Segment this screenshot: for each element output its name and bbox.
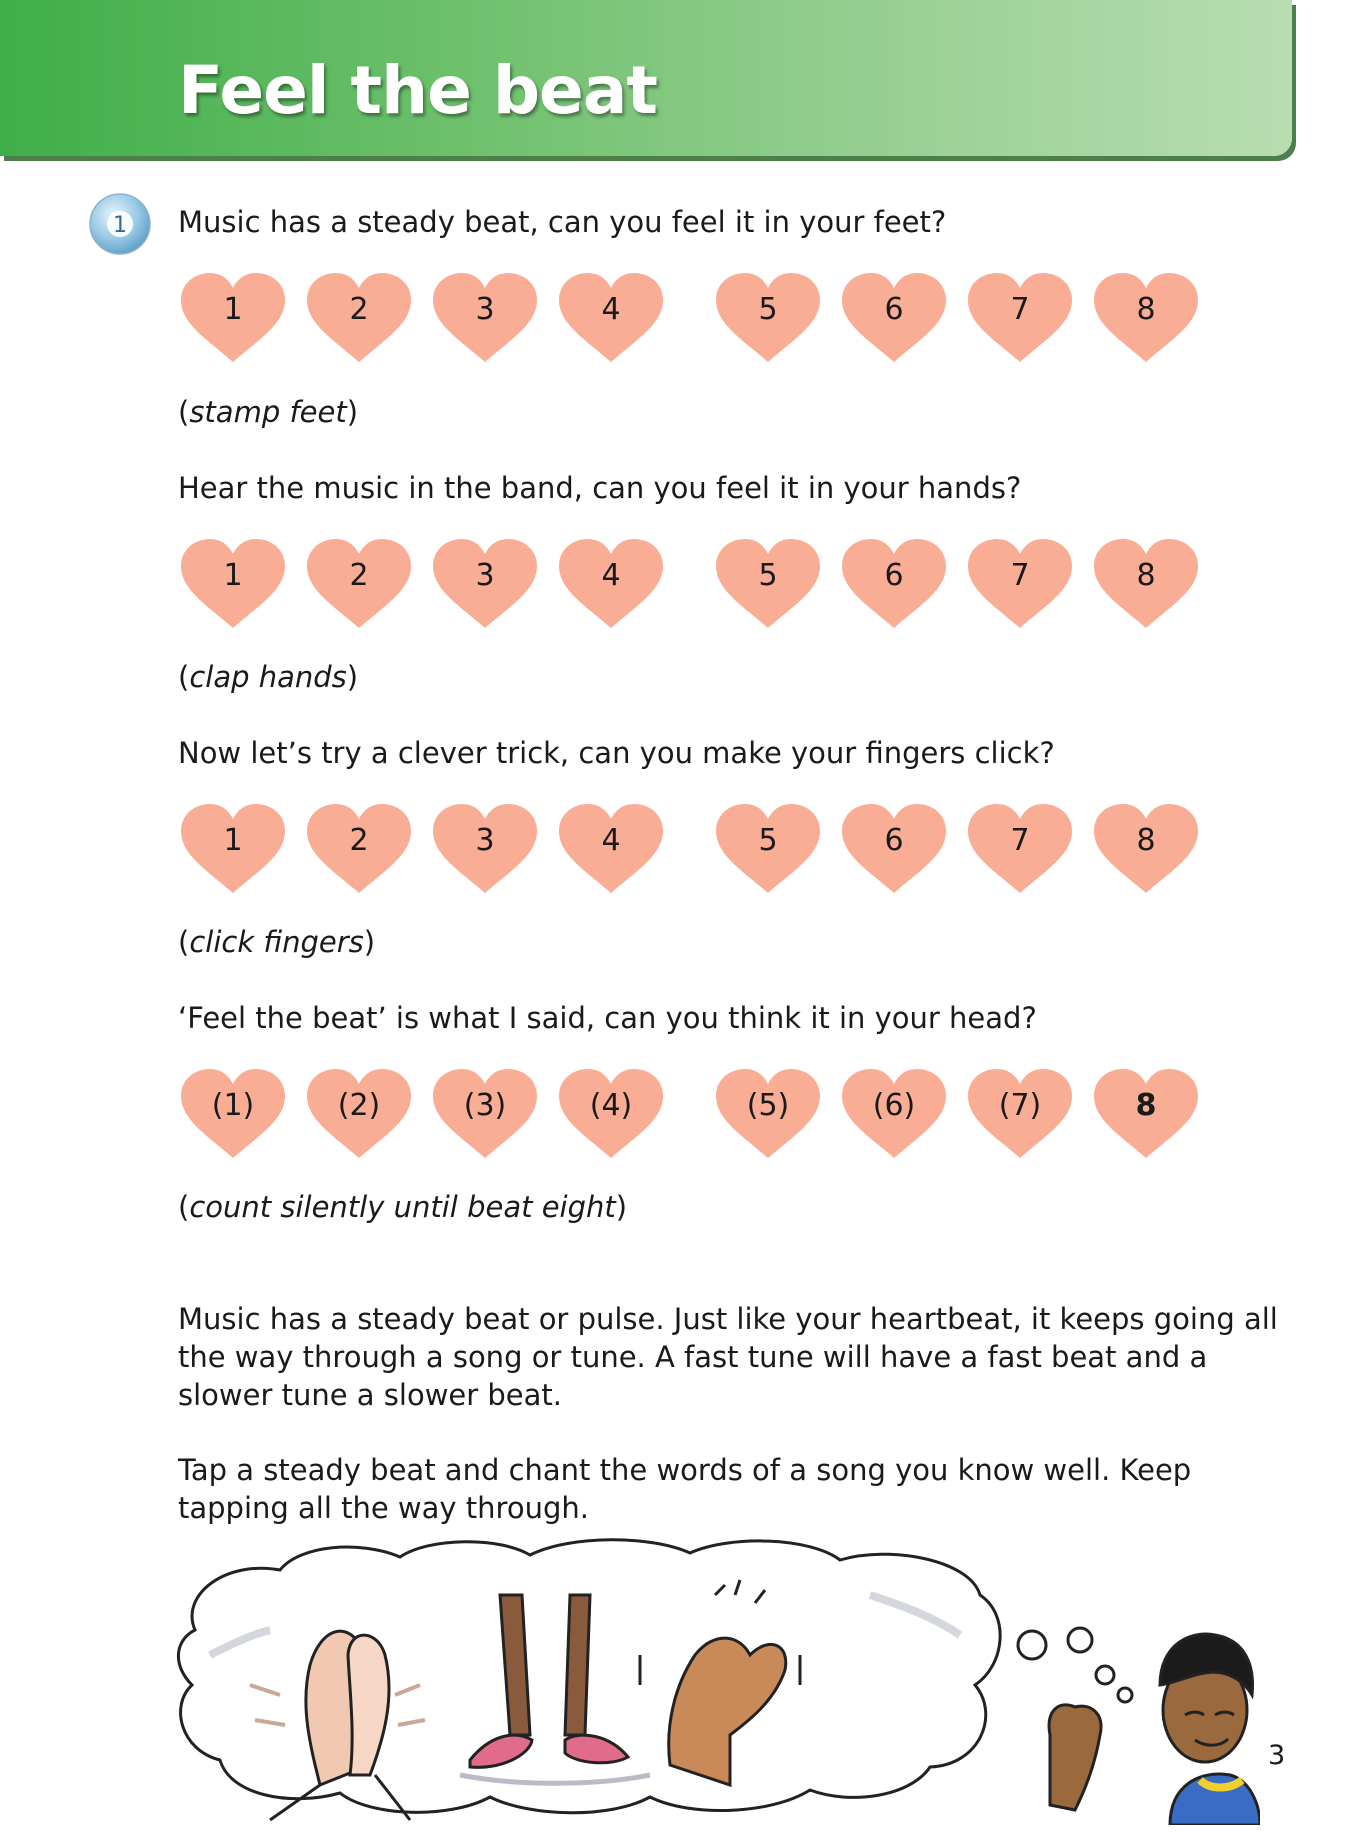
- verse-1-action: (stamp feet): [178, 395, 359, 429]
- explanation-paragraph: Music has a steady beat or pulse. Just like your heartbeat, it keeps going all the way through a song or tune. A fast tune will have a fast beat and a slower tune a slower beat.: [178, 1302, 1278, 1412]
- beat-heart: [713, 1066, 823, 1162]
- beat-heart: [178, 270, 288, 366]
- beat-heart: [1091, 801, 1201, 897]
- beat-heart: [304, 1066, 414, 1162]
- beat-heart: [430, 270, 540, 366]
- verse-3-action: (click fingers): [178, 925, 376, 959]
- verse-4-action: (count silently until beat eight): [178, 1190, 628, 1224]
- beat-heart: [839, 270, 949, 366]
- verse-2-line: Hear the music in the band, can you feel it in your hands?: [178, 471, 1022, 505]
- beat-heart: [304, 270, 414, 366]
- beat-number: 3: [475, 823, 495, 858]
- beat-number: 3: [475, 558, 495, 593]
- beat-heart: [965, 1066, 1075, 1162]
- beat-heart: [839, 801, 949, 897]
- beat-heart: [839, 536, 949, 632]
- beat-number: 5: [758, 823, 778, 858]
- page-number: 3: [1268, 1740, 1286, 1771]
- beat-number: (6): [872, 1088, 916, 1123]
- beat-heart: [1091, 270, 1201, 366]
- beat-number: 2: [349, 558, 369, 593]
- beat-number: (4): [589, 1088, 633, 1123]
- verse-3-line: Now let’s try a clever trick, can you make your fingers click?: [178, 736, 1055, 770]
- beat-number: 8: [1136, 823, 1156, 858]
- beat-heart: [713, 536, 823, 632]
- beat-heart: [556, 801, 666, 897]
- instruction-paragraph: Tap a steady beat and chant the words of a song you know well. Keep tapping all the way through.: [178, 1453, 1192, 1525]
- beat-number: 4: [601, 292, 621, 327]
- beat-number: (5): [746, 1088, 790, 1123]
- beat-heart: [430, 801, 540, 897]
- beat-number: 8: [1136, 558, 1156, 593]
- beat-heart: [178, 1066, 288, 1162]
- beat-number: 1: [223, 558, 243, 593]
- beat-heart: [430, 1066, 540, 1162]
- boy-character-icon: [1049, 1634, 1260, 1825]
- thought-bubble-icon: [178, 1540, 1000, 1813]
- verse-4-line: ‘Feel the beat’ is what I said, can you think it in your head?: [178, 1001, 1037, 1035]
- beat-heart: [1091, 1066, 1201, 1162]
- verse-2-action: (clap hands): [178, 660, 359, 694]
- beat-heart: [1091, 536, 1201, 632]
- beat-number: (7): [998, 1088, 1042, 1123]
- beat-number: (1): [211, 1088, 255, 1123]
- beat-number: (3): [463, 1088, 507, 1123]
- beat-heart: [178, 536, 288, 632]
- beat-number-accent: 8: [1135, 1088, 1157, 1123]
- beat-heart: [713, 270, 823, 366]
- beat-number: 3: [475, 292, 495, 327]
- page-title: Feel the beat: [178, 52, 657, 129]
- beat-heart: [178, 801, 288, 897]
- beat-row-4: [0, 1066, 1370, 1166]
- beat-number: 1: [223, 292, 243, 327]
- beat-heart: [556, 1066, 666, 1162]
- beat-number: 8: [1136, 292, 1156, 327]
- beat-heart: [304, 536, 414, 632]
- beat-number: 5: [758, 292, 778, 327]
- audio-track-icon[interactable]: [88, 192, 152, 256]
- beat-number: 7: [1010, 558, 1030, 593]
- beat-number: 7: [1010, 292, 1030, 327]
- track-number: 1: [113, 213, 127, 238]
- beat-row-2: [0, 536, 1370, 636]
- beat-number: 2: [349, 292, 369, 327]
- illustration: [170, 1535, 1260, 1825]
- beat-heart: [965, 270, 1075, 366]
- beat-heart: [304, 801, 414, 897]
- beat-row-3: [0, 801, 1370, 901]
- beat-heart: [965, 801, 1075, 897]
- beat-heart: [430, 536, 540, 632]
- beat-heart: [965, 536, 1075, 632]
- beat-number: 7: [1010, 823, 1030, 858]
- beat-number: 1: [223, 823, 243, 858]
- beat-heart: [556, 536, 666, 632]
- beat-number: 6: [884, 823, 904, 858]
- beat-number: 5: [758, 558, 778, 593]
- beat-number: (2): [337, 1088, 381, 1123]
- beat-number: 6: [884, 292, 904, 327]
- beat-number: 2: [349, 823, 369, 858]
- verse-1-line: Music has a steady beat, can you feel it in your feet?: [178, 205, 947, 239]
- beat-heart: [556, 270, 666, 366]
- beat-row-1: [0, 270, 1370, 370]
- beat-number: 6: [884, 558, 904, 593]
- header-banner: [0, 0, 1292, 156]
- thought-dots-icon: [1018, 1628, 1132, 1702]
- beat-number: 4: [601, 558, 621, 593]
- beat-number: 4: [601, 823, 621, 858]
- beat-heart: [839, 1066, 949, 1162]
- beat-heart: [713, 801, 823, 897]
